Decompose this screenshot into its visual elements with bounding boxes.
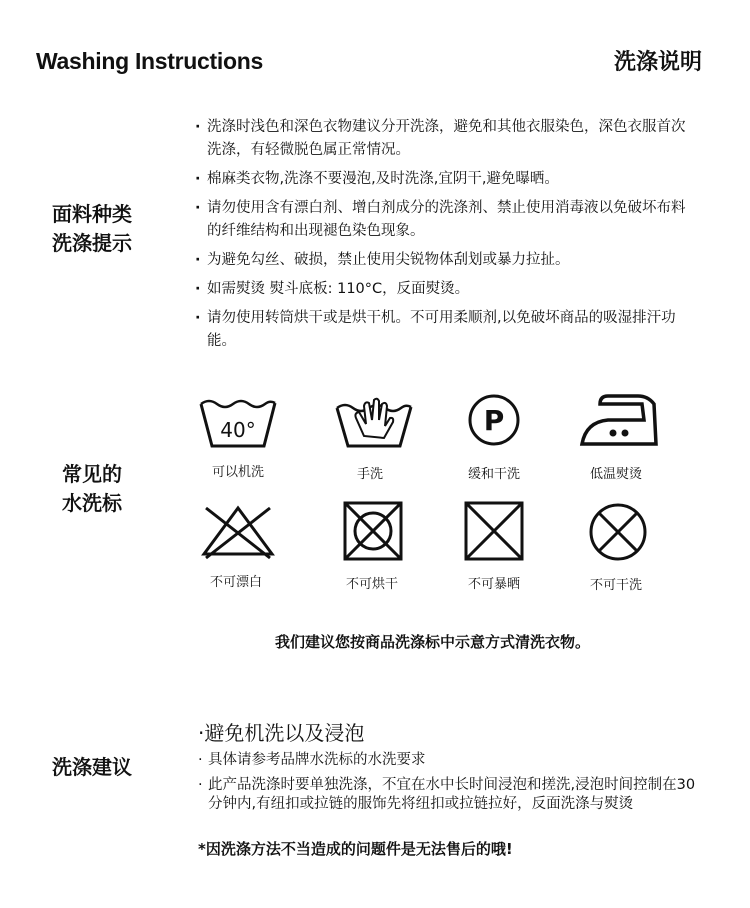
symbols-label-line1: 常见的 bbox=[62, 462, 122, 486]
low-temp-iron-icon bbox=[578, 390, 658, 452]
fabric-label-line2: 洗涤提示 bbox=[52, 231, 132, 255]
symbol-label: 可以机洗 bbox=[211, 465, 264, 480]
no-bleach-icon bbox=[198, 502, 278, 564]
symbol-label: 不可漂白 bbox=[209, 575, 262, 590]
list-item: · 为避免勾丝、破损，禁止使用尖锐物体刮划或暴力拉扯。 bbox=[195, 249, 695, 272]
list-item: · 请勿使用转筒烘干或是烘干机。不可用柔顺剂,以免破坏商品的吸湿排汗功能。 bbox=[195, 307, 695, 353]
symbol-label: 不可烘干 bbox=[345, 577, 398, 592]
advice-heading: ·避免机洗以及浸泡 bbox=[198, 721, 365, 745]
symbol-label: 低温熨烫 bbox=[589, 467, 642, 482]
fabric-tips-list bbox=[195, 116, 695, 359]
no-dry-clean-icon bbox=[578, 500, 658, 562]
advice-section-label: 洗涤建议 bbox=[52, 755, 132, 779]
list-item: · 如需熨烫 熨斗底板: 110°C，反面熨烫。 bbox=[195, 278, 695, 301]
dryclean-letter: P bbox=[483, 404, 505, 437]
fabric-label-line1: 面料种类 bbox=[52, 202, 132, 226]
list-item: · 棉麻类衣物,洗涤不要漫泡,及时洗涤,宜阴干,避免曝晒。 bbox=[195, 168, 695, 191]
symbol-label: 不可暴晒 bbox=[467, 577, 520, 592]
list-item: · 此产品洗涤时要单独洗涤，不宜在水中长时间浸泡和搓洗,浸泡时间控制在30分钟内,有纽扣或拉链的服饰先将纽扣或拉链拉好，反面洗涤与熨烫 bbox=[198, 776, 698, 814]
care-label-note: 我们建议您按商品洗涤标中示意方式清洗衣物。 bbox=[274, 633, 590, 651]
list-item: · 请勿使用含有漂白剂、增白剂成分的洗涤剂、禁止使用消毒液以免破坏布料的纤维结构和出现褪色染色现象。 bbox=[195, 197, 695, 243]
symbols-label-line2: 水洗标 bbox=[62, 491, 122, 515]
advice-list bbox=[198, 751, 698, 820]
gentle-dry-clean-icon bbox=[454, 390, 534, 452]
fabric-section-label bbox=[40, 200, 144, 258]
list-item: · 洗涤时浅色和深色衣物建议分开洗涤，避免和其他衣服染色，深色衣服首次洗涤，有轻微脱色属正常情况。 bbox=[195, 116, 695, 162]
page-title-cn: 洗涤说明 bbox=[614, 50, 703, 75]
symbol-label: 手洗 bbox=[356, 467, 383, 482]
no-sun-dry-icon bbox=[454, 500, 534, 562]
symbol-label: 缓和干洗 bbox=[467, 467, 520, 482]
no-tumble-dry-icon bbox=[334, 500, 414, 562]
hand-wash-icon bbox=[334, 388, 414, 450]
symbol-label: 不可干洗 bbox=[589, 578, 642, 593]
symbols-section-label bbox=[40, 460, 144, 518]
wash-temp-text: 40° bbox=[220, 418, 256, 442]
machine-wash-40-icon bbox=[198, 394, 278, 456]
page-title-en: Washing Instructions bbox=[36, 48, 263, 74]
list-item: · 具体请参考品牌水洗标的水洗要求 bbox=[198, 751, 698, 770]
after-sales-warning: *因洗涤方法不当造成的问题件是无法售后的哦! bbox=[198, 840, 513, 858]
